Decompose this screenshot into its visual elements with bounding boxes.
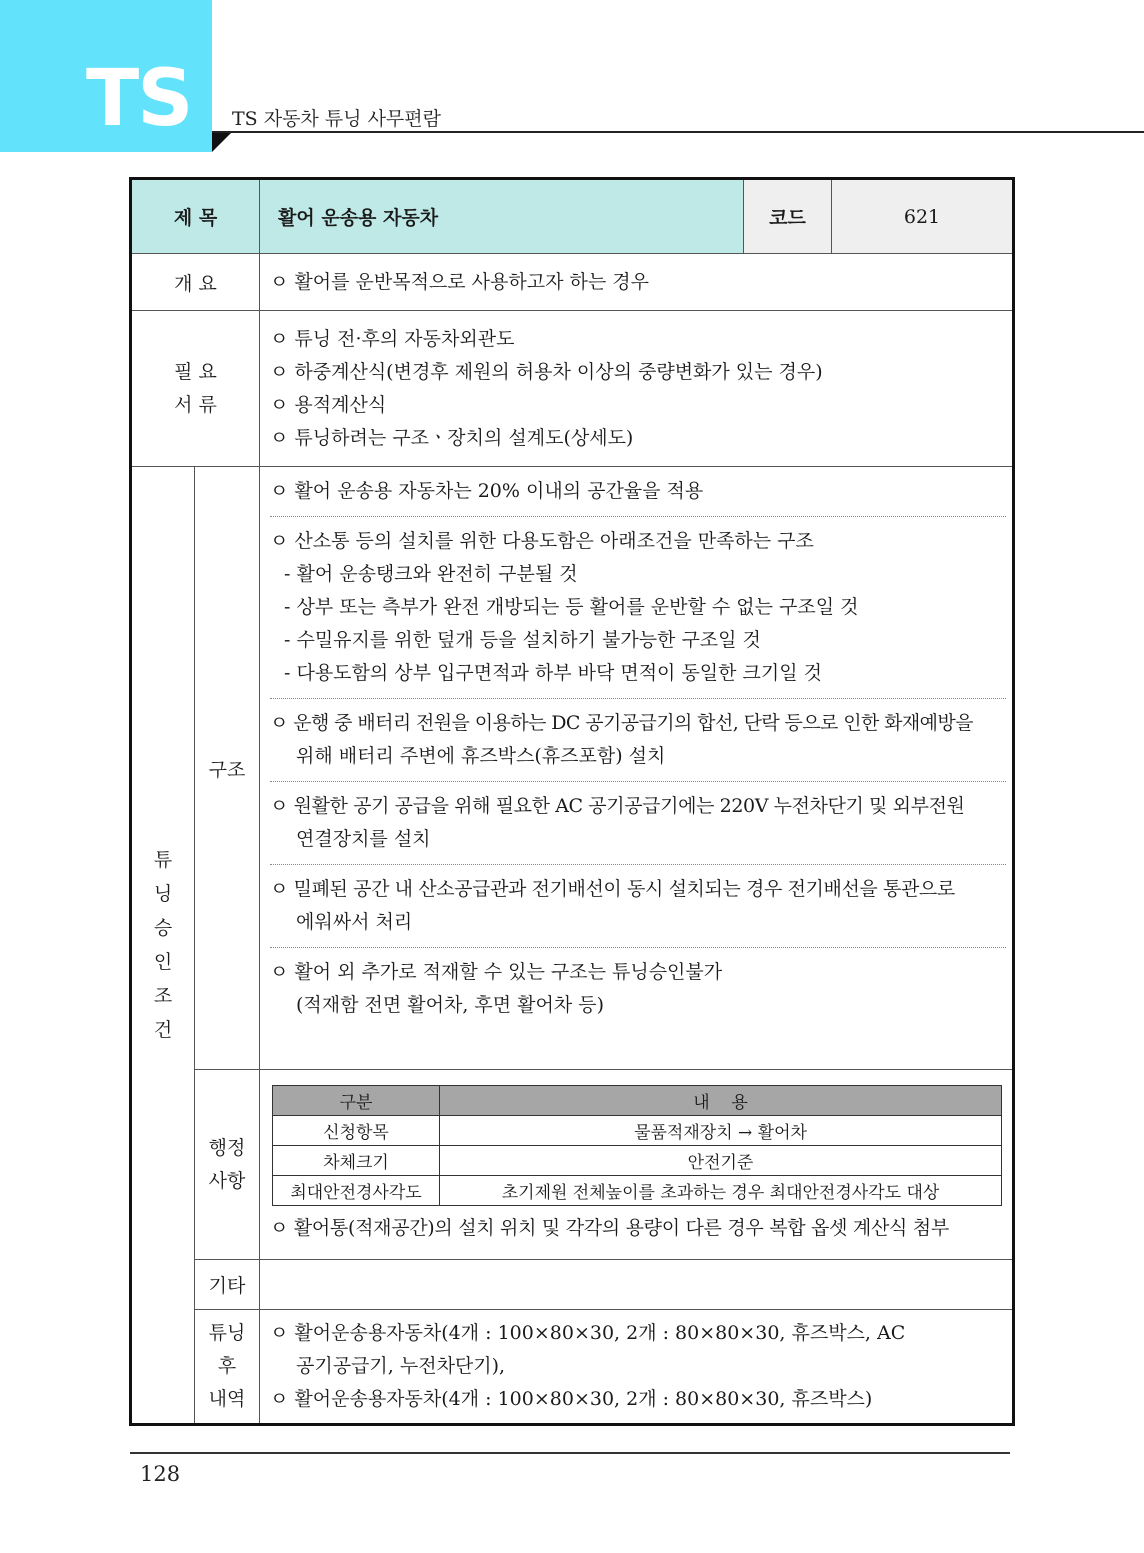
admin-content: [260, 1070, 1014, 1260]
conditions-char: 승: [153, 917, 173, 939]
structure-text: ㅇ 밀폐된 공간 내 산소공급관과 전기배선이 동시 설치되는 경우 전기배선을 통관으로: [270, 878, 955, 900]
subject-label: 제 목: [131, 179, 260, 254]
documents-label-line1: 필 요: [174, 360, 217, 383]
overview-row: [131, 254, 1014, 311]
after-text: ㅇ 활어운송용자동차(4개 : 100×80×30, 2개 : 80×80×30, 휴즈박스, AC: [270, 1322, 906, 1344]
after-content: [260, 1317, 1012, 1416]
structure-text: 위해 배터리 주변에 휴즈박스(휴즈포함) 설치: [296, 745, 666, 767]
structure-block: [270, 865, 1006, 948]
documents-label-line2: 서 류: [174, 393, 217, 416]
other-row: [131, 1260, 1014, 1310]
admin-col-header: 구분: [273, 1085, 440, 1115]
structure-text: (적재함 전면 활어차, 후면 활어차 등): [296, 994, 605, 1016]
after-text: 공기공급기, 누전차단기),: [296, 1355, 506, 1377]
structure-block: [270, 699, 1006, 782]
table-row: [273, 1175, 1002, 1205]
list-item: ㅇ 하중계산식(변경후 제원의 허용차 이상의 중량변화가 있는 경우): [270, 360, 823, 383]
admin-table: [272, 1085, 1002, 1206]
other-label: 기타: [195, 1260, 260, 1310]
admin-label: [195, 1070, 260, 1260]
conditions-char: 조: [153, 985, 173, 1007]
page-number: 128: [140, 1462, 181, 1486]
table-cell: 차체크기: [273, 1145, 440, 1175]
structure-text: ㅇ 활어 운송용 자동차는 20% 이내의 공간율을 적용: [270, 480, 704, 502]
structure-label: 구조: [195, 467, 260, 1070]
table-row: [273, 1145, 1002, 1175]
ts-logo: TS: [86, 54, 192, 144]
list-item: - 다용도함의 상부 입구면적과 하부 바닥 면적이 동일한 크기일 것: [284, 662, 822, 684]
list-item: - 수밀유지를 위한 덮개 등을 설치하기 불가능한 구조일 것: [284, 629, 761, 651]
conditions-label: [131, 467, 195, 1425]
list-item: - 활어 운송탱크와 완전히 구분될 것: [284, 563, 578, 585]
list-item: ㅇ 용적계산식: [270, 393, 387, 416]
title-row: [131, 179, 1014, 254]
code-value: 621: [832, 179, 1014, 254]
structure-block: [270, 517, 1006, 699]
header-title: TS 자동차 튜닝 사무편람: [232, 108, 441, 130]
admin-note: ㅇ 활어통(적재공간)의 설치 위치 및 각각의 용량이 다른 경우 복합 옵셋 계산식 첨부: [270, 1216, 949, 1239]
list-item: ㅇ 튜닝 전·후의 자동차외관도: [270, 327, 515, 350]
table-cell: 신청항목: [273, 1115, 440, 1145]
structure-content: [260, 467, 1012, 1030]
structure-text: ㅇ 원활한 공기 공급을 위해 필요한 AC 공기공급기에는 220V 누전차단기 및 외부전원: [270, 795, 965, 817]
structure-text: ㅇ 운행 중 배터리 전원을 이용하는 DC 공기공급기의 합선, 단락 등으로 인한 화재예방을: [270, 712, 973, 734]
admin-label-line2: 사항: [208, 1169, 246, 1192]
structure-text: 연결장치를 설치: [296, 828, 431, 850]
header-rule: [212, 131, 1144, 133]
structure-row: [131, 467, 1014, 1070]
structure-block: [270, 782, 1006, 865]
logo-block: [0, 0, 212, 152]
conditions-char: 건: [153, 1019, 173, 1041]
structure-block: [270, 467, 1006, 517]
after-text: ㅇ 활어운송용자동차(4개 : 100×80×30, 2개 : 80×80×30, 휴즈박스): [270, 1388, 873, 1410]
code-label: 코드: [744, 179, 832, 254]
overview-label: 개 요: [131, 254, 260, 311]
structure-text: ㅇ 활어 외 추가로 적재할 수 있는 구조는 튜닝승인불가: [270, 961, 723, 983]
table-cell: 안전기준: [440, 1145, 1002, 1175]
table-row: [273, 1115, 1002, 1145]
list-item: - 상부 또는 측부가 완전 개방되는 등 활어를 운반할 수 없는 구조일 것: [284, 596, 859, 618]
list-item: ㅇ 튜닝하려는 구조ㆍ장치의 설계도(상세도): [270, 426, 634, 449]
conditions-char: 튜: [153, 849, 173, 871]
admin-table-header: [273, 1085, 1002, 1115]
documents-label: [131, 311, 260, 467]
admin-col-header: 내 용: [440, 1085, 1002, 1115]
admin-label-line1: 행정: [208, 1136, 246, 1159]
structure-block: [270, 948, 1006, 1030]
documents-list: [260, 323, 1012, 455]
table-cell: 최대안전경사각도: [273, 1175, 440, 1205]
table-cell: 초기제원 전체높이를 초과하는 경우 최대안전경사각도 대상: [440, 1175, 1002, 1205]
structure-text: ㅇ 산소통 등의 설치를 위한 다용도함은 아래조건을 만족하는 구조: [270, 530, 814, 552]
after-row: [131, 1310, 1014, 1425]
after-label-line3: 내역: [208, 1388, 246, 1410]
footer-rule: [130, 1452, 1010, 1454]
after-label-line2: 후: [217, 1355, 237, 1377]
after-label: [195, 1310, 260, 1425]
after-label-line1: 튜닝: [208, 1322, 246, 1344]
admin-row: [131, 1070, 1014, 1260]
overview-text: ㅇ 활어를 운반목적으로 사용하고자 하는 경우: [270, 270, 649, 293]
documents-row: [131, 311, 1014, 467]
tuning-form-table: [129, 177, 1015, 1426]
conditions-char: 닝: [153, 883, 173, 905]
conditions-char: 인: [153, 951, 173, 973]
table-cell: 물품적재장치 → 활어차: [440, 1115, 1002, 1145]
structure-text: 에워싸서 처리: [296, 911, 413, 933]
subject-value: 활어 운송용 자동차: [260, 179, 744, 254]
logo-notch: [212, 133, 231, 152]
